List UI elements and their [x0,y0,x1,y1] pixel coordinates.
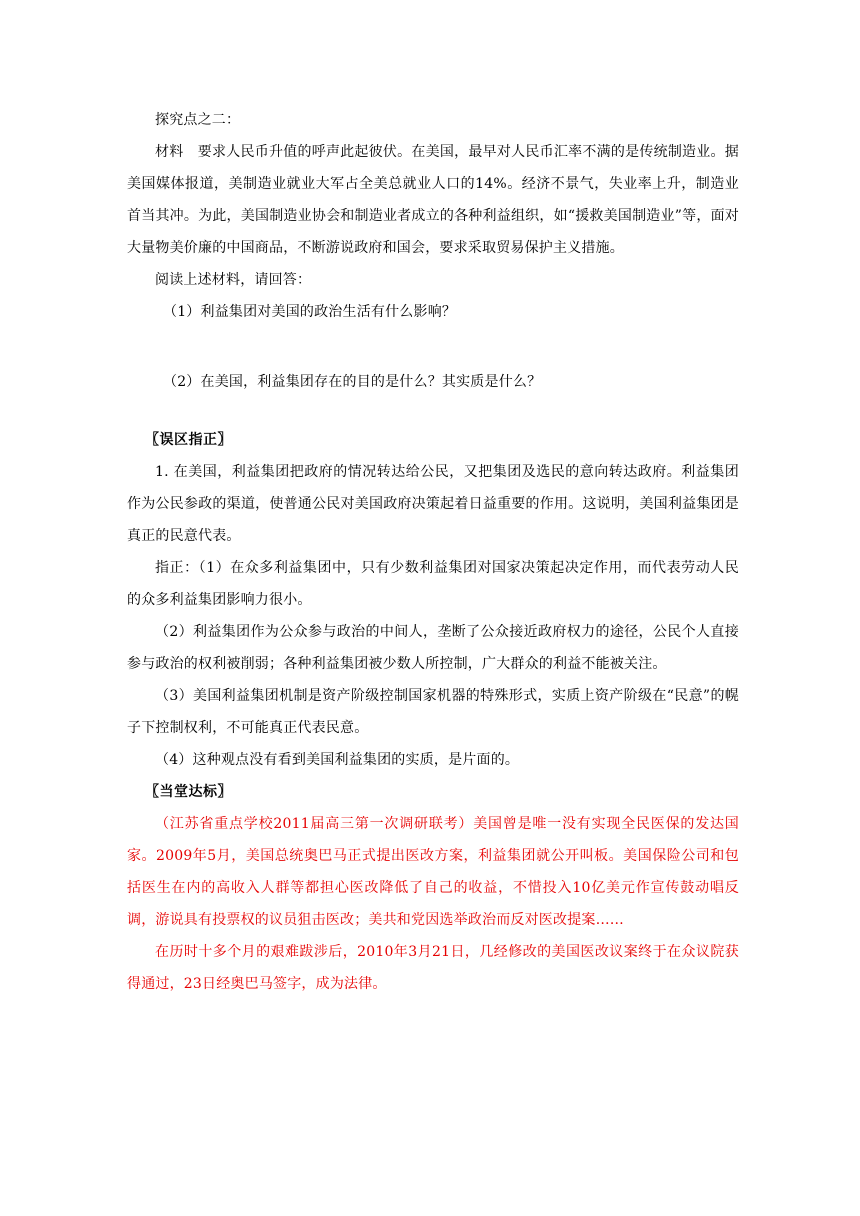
mistakes-correction-2: （2）利益集团作为公众参与政治的中间人，垄断了公众接近政府权力的途径，公民个人直接参与政治的权利被削弱；各种利益集团被少数人所控制，广大群众的利益不能被关注。 [127,624,739,672]
mistakes-item-1: 1. 在美国，利益集团把政府的情况转达给公民，又把集团及选民的意向转达政府。利益集团作为公民参政的渠道，使普通公民对美国政府决策起着日益重要的作用。这说明，美国利益集团是真正的民意代表。 [127,464,739,544]
explore-prompt: 阅读上述材料，请回答： [155,272,312,288]
explore-title: 探究点之二： [155,112,241,128]
explore-material: 材料 要求人民币升值的呼声此起彼伏。在美国，最早对人民币汇率不满的是传统制造业。据美国媒体报道，美制造业就业大军占全美总就业人口的14%。经济不景气，失业率上升，制造业首当其冲。为此，美国制造业协会和制造业者成立的各种利益组织，如“援救美国制造业”等，面对大量物美价廉的中国商品，不断游说政府和国会，要求采取贸易保护主义措施。 [127,144,739,256]
explore-question-1: （1）利益集团对美国的政治生活有什么影响？ [163,304,457,320]
class-paragraph-1: （江苏省重点学校2011届高三第一次调研联考）美国曾是唯一没有实现全民医保的发达国家。2009年5月，美国总统奥巴马正式提出医改方案，利益集团就公开叫板。美国保险公司和包括医生在内的高收入人群等都担心医改降低了自己的收益，不惜投入10亿美元作宣传鼓动唱反调，游说具有投票权的议员狙击医改；美共和党因选举政治而反对医改提案…… [127,816,739,928]
mistakes-correction-3: （3）美国利益集团机制是资产阶级控制国家机器的特殊形式，实质上资产阶级在“民意”的幌子下控制权利，不可能真正代表民意。 [127,688,739,736]
document-body [127,104,739,1000]
answer-space-1 [127,328,739,366]
class-paragraph-2: 在历时十多个月的艰难跋涉后，2010年3月21日，几经修改的美国医改议案终于在众议院获得通过，23日经奥巴马签字，成为法律。 [127,944,739,992]
mistakes-heading: 〖误区指正〗 [145,432,232,448]
class-heading: 〖当堂达标〗 [145,784,232,800]
mistakes-correction-1: 指正：（1）在众多利益集团中，只有少数利益集团对国家决策起决定作用，而代表劳动人民的众多利益集团影响力很小。 [127,560,739,608]
explore-question-2: （2）在美国，利益集团存在的目的是什么？其实质是什么？ [163,374,542,390]
answer-space-2 [127,398,739,424]
mistakes-correction-4: （4）这种观点没有看到美国利益集团的实质，是片面的。 [155,752,520,768]
